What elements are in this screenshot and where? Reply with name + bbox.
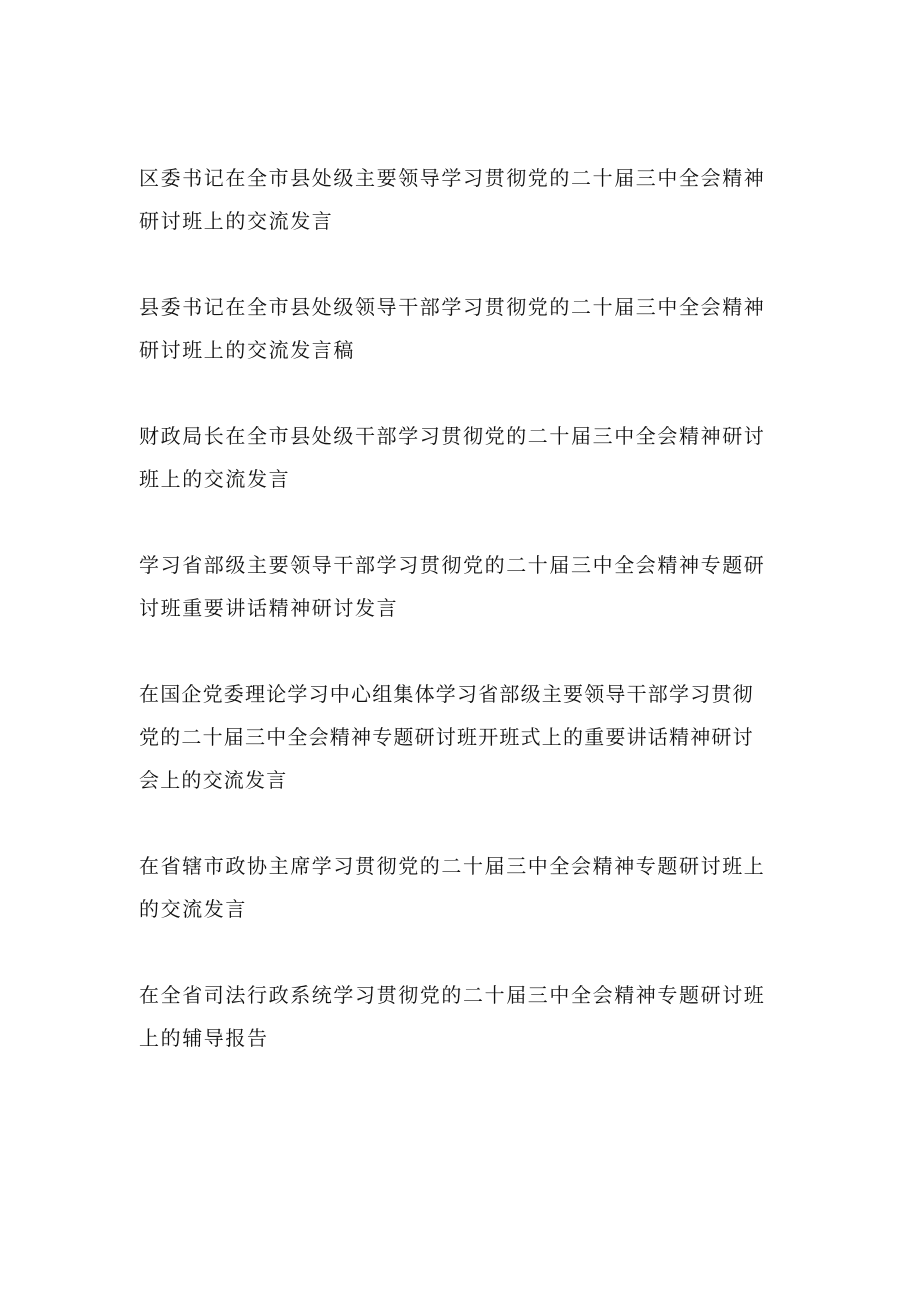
- list-item: 在全省司法行政系统学习贯彻党的二十届三中全会精神专题研讨班上的辅导报告: [139, 983, 766, 1050]
- list-item: 在省辖市政协主席学习贯彻党的二十届三中全会精神专题研讨班上的交流发言: [139, 854, 766, 921]
- document-title-list: [139, 157, 774, 1103]
- list-item: 学习省部级主要领导干部学习贯彻党的二十届三中全会精神专题研讨班重要讲话精神研讨发言: [139, 553, 766, 620]
- list-item: 财政局长在全市县处级干部学习贯彻党的二十届三中全会精神研讨班上的交流发言: [139, 424, 766, 491]
- list-item: 在国企党委理论学习中心组集体学习省部级主要领导干部学习贯彻党的二十届三中全会精神专题研讨班开班式上的重要讲话精神研讨会上的交流发言: [139, 682, 754, 792]
- list-item: 区委书记在全市县处级主要领导学习贯彻党的二十届三中全会精神研讨班上的交流发言: [139, 166, 766, 233]
- list-item: 县委书记在全市县处级领导干部学习贯彻党的二十届三中全会精神研讨班上的交流发言稿: [139, 295, 766, 362]
